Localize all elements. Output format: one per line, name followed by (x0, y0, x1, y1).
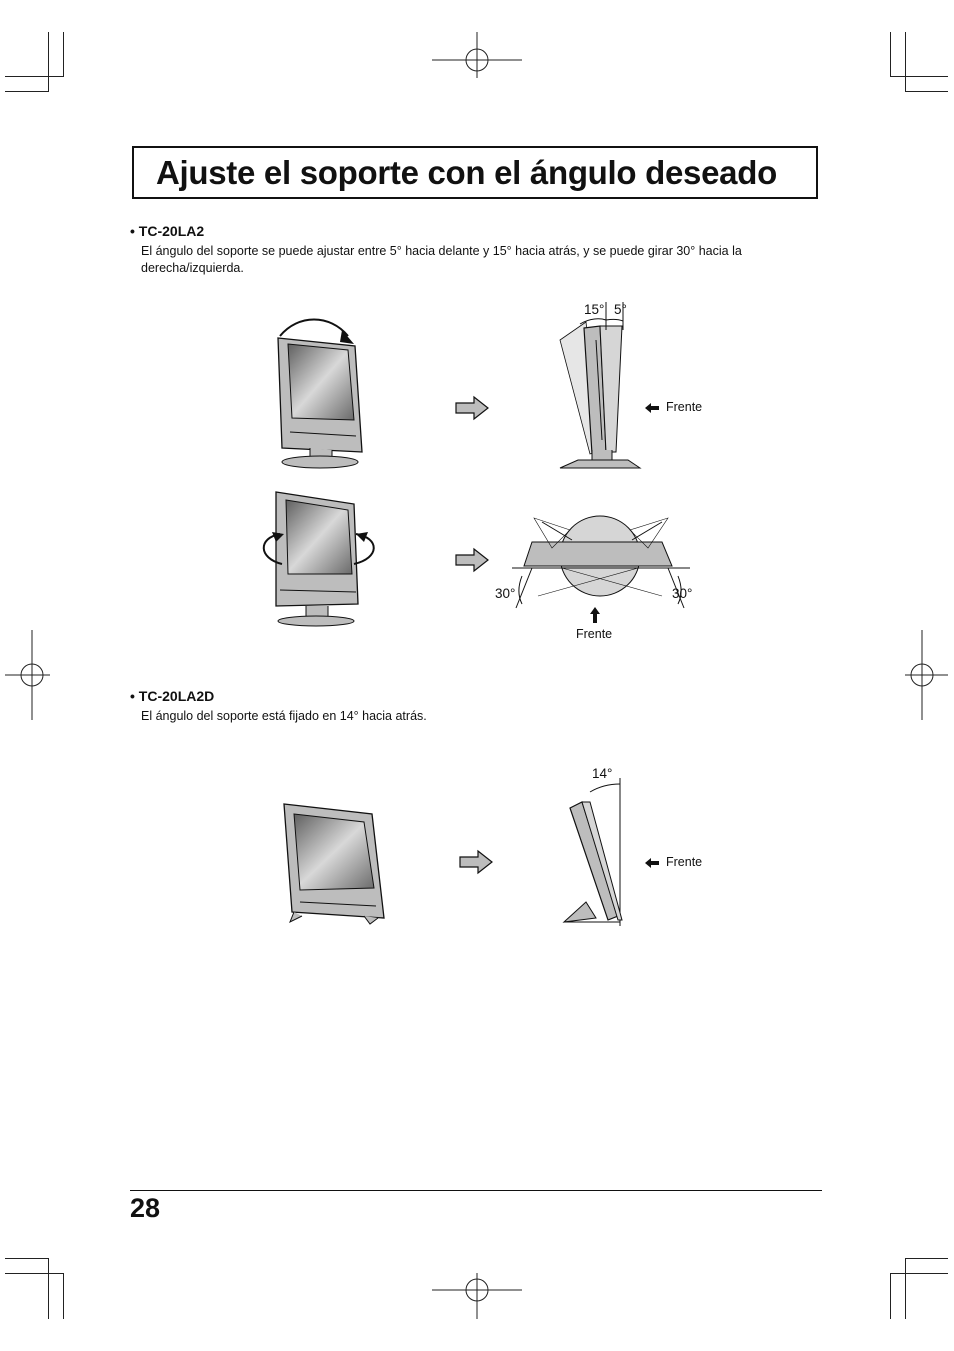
page-title: Ajuste el soporte con el ángulo deseado (156, 154, 777, 191)
arrow-right-icon (458, 850, 494, 874)
model-name: TC-20LA2D (138, 688, 215, 704)
front-label: Frente (666, 855, 703, 869)
footer-rule (130, 1190, 822, 1191)
swivel-left-label: 30° (495, 586, 516, 601)
front-label: Frente (666, 400, 703, 414)
front-arrow-icon (644, 858, 660, 868)
monitor-front-fixed-illustration (280, 800, 390, 930)
bullet: • (130, 688, 135, 704)
monitor-front-swivel-illustration (258, 488, 388, 628)
page-number: 28 (130, 1193, 161, 1223)
front-label: Frente (576, 627, 613, 641)
bullet: • (130, 223, 135, 239)
tilt-front-label: 5° (614, 302, 627, 317)
arrow-right-icon (454, 396, 490, 420)
monitor-top-swivel-illustration (512, 510, 692, 610)
arrow-right-icon (454, 548, 490, 572)
monitor-front-tilt-illustration (270, 320, 390, 470)
section-description: El ángulo del soporte se puede ajustar entre 5° hacia delante y 15° hacia atrás, y se puede girar 30° hacia la derecha/izquierda. (141, 244, 742, 275)
tilt-fixed-label: 14° (592, 766, 613, 781)
front-arrow-icon (644, 403, 660, 413)
front-arrow-up-icon (590, 607, 600, 623)
monitor-side-fixed-illustration (556, 778, 636, 928)
section-model-tc20la2d (130, 688, 214, 704)
title-box (132, 146, 818, 199)
swivel-right-label: 30° (672, 586, 693, 601)
monitor-side-tilt-illustration (556, 300, 646, 475)
section-model-tc20la2 (130, 223, 204, 239)
section-description: El ángulo del soporte está fijado en 14° hacia atrás. (141, 709, 427, 723)
model-name: TC-20LA2 (138, 223, 205, 239)
tilt-back-label: 15° (584, 302, 605, 317)
